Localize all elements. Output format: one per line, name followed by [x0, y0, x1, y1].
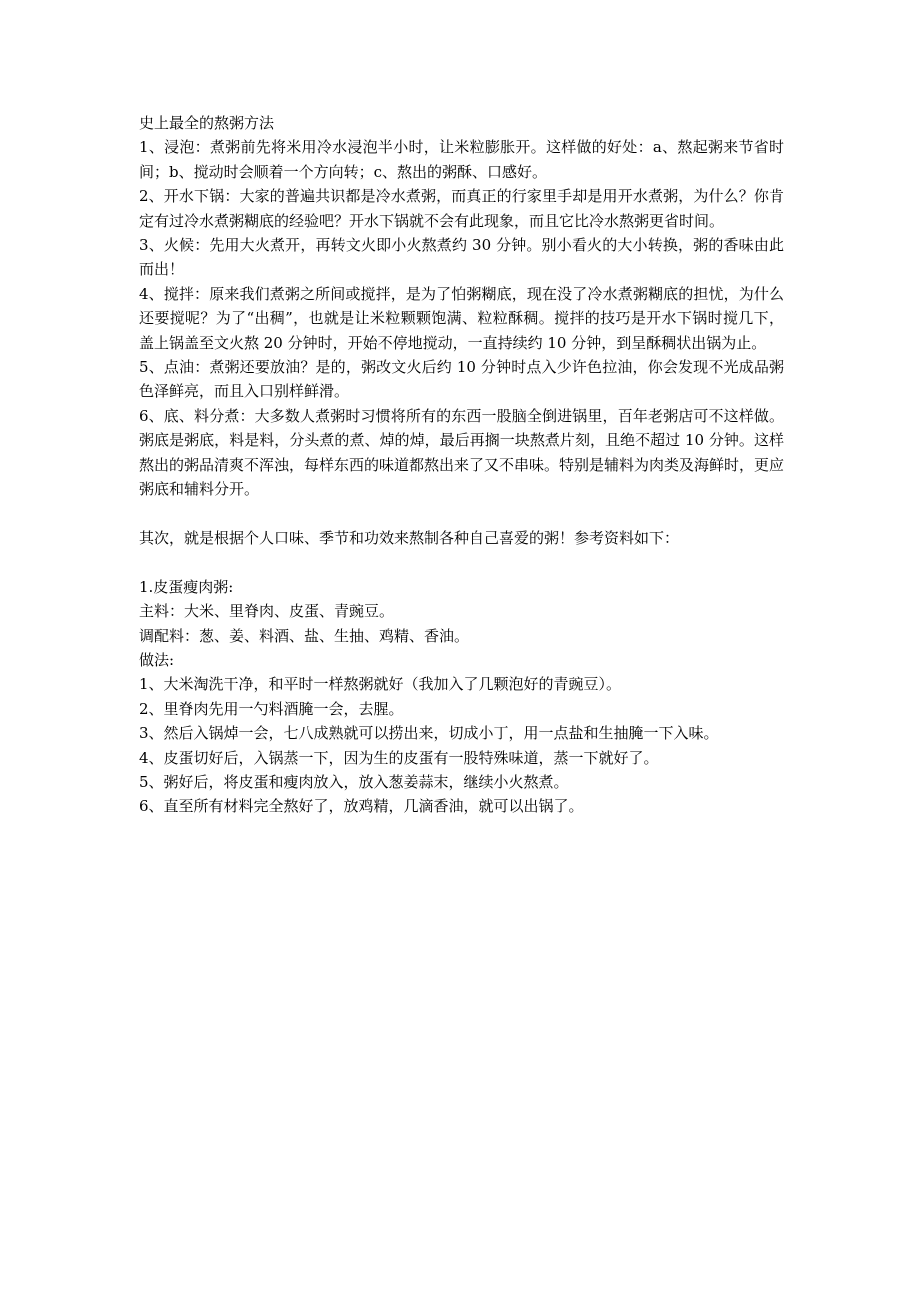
tip-boiling-water: 2、开水下锅：大家的普遍共识都是冷水煮粥，而真正的行家里手却是用开水煮粥，为什么？你肯定有过冷水煮粥糊底的经验吧？开水下锅就不会有此现象，而且它比冷水熬粥更省时间。: [139, 187, 784, 230]
recipe-step: 5、粥好后，将皮蛋和瘦肉放入，放入葱姜蒜末，继续小火熬煮。: [139, 772, 569, 791]
blank-line: [139, 550, 784, 574]
document-body: [139, 111, 784, 819]
blank-line: [139, 502, 784, 526]
tip-heat-control: 3、火候：先用大火煮开，再转文火即小火熬煮约 30 分钟。别小看火的大小转换，粥的香味由此而出！: [139, 236, 784, 279]
tip-soaking: 1、浸泡：煮粥前先将米用冷水浸泡半小时，让米粒膨胀开。这样做的好处：a、熬起粥来节省时间；b、搅动时会顺着一个方向转；c、熬出的粥酥、口感好。: [139, 138, 784, 181]
document-title: 史上最全的熬粥方法: [139, 114, 275, 132]
recipe-step: 6、直至所有材料完全熬好了，放鸡精，几滴香油，就可以出锅了。: [139, 797, 584, 816]
recipe-step: 4、皮蛋切好后，入锅蒸一下，因为生的皮蛋有一股特殊味道，蒸一下就好了。: [139, 748, 659, 767]
recipe-seasonings: 调配料：葱、姜、料酒、盐、生抽、鸡精、香油。: [139, 626, 470, 645]
recipe-name: 1.皮蛋瘦肉粥:: [139, 577, 234, 596]
recipe-step: 2、里脊肉先用一勺料酒腌一会，去腥。: [139, 699, 404, 718]
intro-paragraph: 其次，就是根据个人口味、季节和功效来熬制各种自己喜爱的粥！参考资料如下：: [139, 528, 680, 547]
recipe-step: 1、大米淘洗干净，和平时一样熬粥就好（我加入了几颗泡好的青豌豆）。: [139, 675, 622, 694]
tip-oil: 5、点油：煮粥还要放油？是的，粥改文火后约 10 分钟时点入少许色拉油，你会发现不光成品粥色泽鲜亮，而且入口别样鲜滑。: [139, 358, 784, 401]
tip-separate-cooking: 6、底、料分煮：大多数人煮粥时习惯将所有的东西一股脑全倒进锅里，百年老粥店可不这样做。粥底是粥底，料是料，分头煮的煮、焯的焯，最后再搁一块熬煮片刻，且绝不超过 10 分钟。这样熬出的粥品清爽不浑浊，每样东西的味道都熬出来了又不串味。特别是辅料为肉类及海鲜时，更应粥底和辅料分开。: [139, 406, 785, 499]
recipe-step: 3、然后入锅焯一会，七八成熟就可以捞出来，切成小丁，用一点盐和生抽腌一下入味。: [139, 724, 719, 743]
tip-stirring: 4、搅拌：原来我们煮粥之所间或搅拌，是为了怕粥糊底，现在没了冷水煮粥糊底的担忧，为什么还要搅呢？为了“出稠”，也就是让米粒颗颗饱满、粒粒酥稠。搅拌的技巧是开水下锅时搅几下，盖上锅盖至文火熬 20 分钟时，开始不停地搅动，一直持续约 10 分钟，到呈酥稠状出锅为止。: [139, 284, 784, 352]
recipe-method-label: 做法:: [139, 650, 175, 669]
recipe-main-ingredients: 主料：大米、里脊肉、皮蛋、青豌豆。: [139, 602, 395, 621]
